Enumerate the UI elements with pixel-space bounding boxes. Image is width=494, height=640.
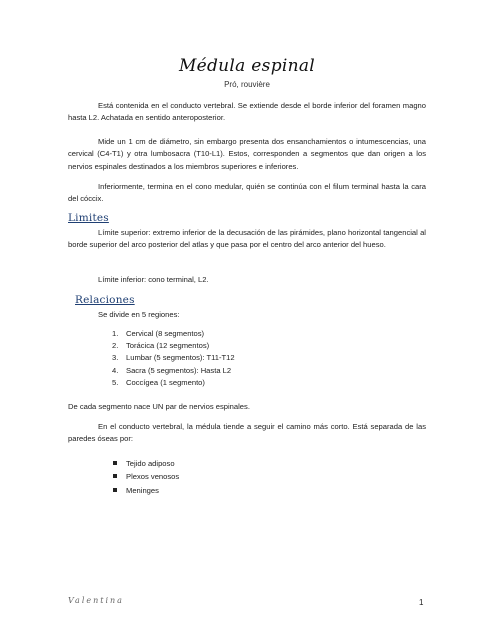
relaciones-intro: Se divide en 5 regiones:: [98, 310, 180, 319]
page-subtitle: Pró, rouvière: [224, 80, 270, 89]
regions-list: [112, 328, 235, 389]
list-item: 2. Torácica (12 segmentos): [112, 341, 210, 351]
square-bullet-icon: [113, 488, 117, 492]
intro-paragraph-3: Inferiormente, termina en el cono medular, quién se continúa con el filum terminal hasta la cara del cóccix.: [68, 182, 426, 204]
page-number: 1: [419, 598, 424, 607]
list-item: 4. Sacra (5 segmentos): Hasta L2: [112, 365, 232, 375]
walls-list: [112, 457, 179, 497]
limites-heading: Limites: [68, 212, 109, 224]
limite-inferior-text: Límite inferior: cono terminal, L2.: [98, 275, 209, 284]
limite-superior-text: Límite superior: extremo inferior de la decusación de las pirámides, plano horizontal tangencial al borde superior del arco posterior del atlas y que pasa por el centro del arco anterior del hueso.: [68, 228, 426, 250]
list-item: Plexos venosos: [112, 470, 179, 483]
author-signature: Valentina: [68, 596, 124, 605]
intro-paragraph-2: Mide un 1 cm de diámetro, sin embargo presenta dos ensanchamientos o intumescencias, una cervical (C4-T1) y otra lumbosacra (T10-L1). Estos, corresponden a segmentos que dan origen a los nervios espinales destinados a los miembros superiores e inferiores.: [68, 137, 426, 171]
list-item: Meninges: [112, 484, 179, 497]
intro-paragraph-1: Está contenida en el conducto vertebral. Se extiende desde el borde inferior del foramen magno hasta L2. Achatada en sentido anteroposterior.: [68, 101, 426, 123]
segment-note: De cada segmento nace UN par de nervios espinales.: [68, 402, 250, 411]
square-bullet-icon: [113, 461, 117, 465]
square-bullet-icon: [113, 474, 117, 478]
conduct-paragraph: En el conducto vertebral, la médula tiende a seguir el camino más corto. Está separada de las paredes óseas por:: [68, 422, 426, 444]
list-item: 1. Cervical (8 segmentos): [112, 329, 205, 338]
page-title: Médula espinal: [178, 56, 316, 76]
list-item: Tejido adiposo: [112, 457, 179, 470]
list-item: 3. Lumbar (5 segmentos): T11-T12: [112, 353, 235, 363]
relaciones-heading: Relaciones: [75, 294, 135, 306]
list-item: 5. Coccígea (1 segmento): [112, 377, 205, 387]
